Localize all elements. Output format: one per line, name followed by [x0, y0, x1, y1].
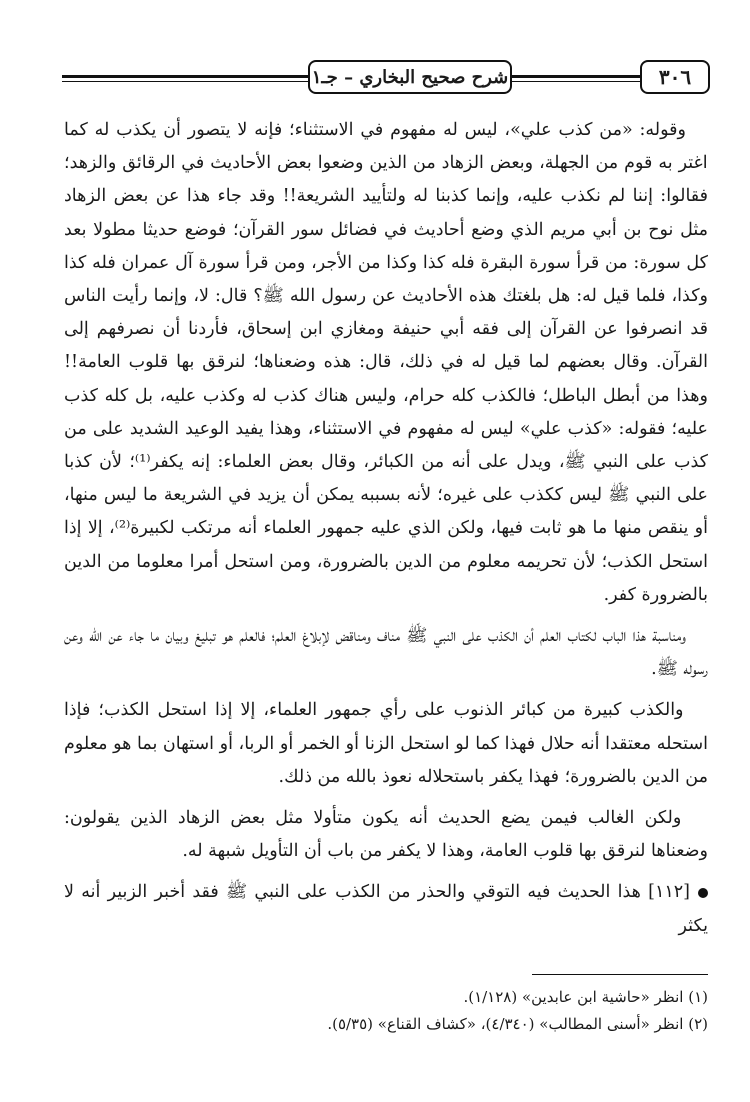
- paragraph-1: [64, 114, 708, 612]
- line: وضعناها لنرقق بها قلوب العامة، وهذا لا يكفر من باب أن التأويل شبهة له.: [182, 841, 708, 862]
- running-title: شرح صحيح البخاري – جـ١: [308, 60, 512, 94]
- header-rule-left: [62, 75, 308, 78]
- page-number: ٣٠٦: [640, 60, 710, 94]
- footnote-separator: [532, 974, 708, 975]
- line: معلوم من الدين بالضرورة، ومن استحل أمرا معلوما من الدين بالضرورة كفر.: [64, 551, 708, 605]
- bullet-icon: [698, 888, 708, 898]
- line: ويدل على أنه من الكبائر، وقال بعض العلماء: إنه يكفر⁽¹⁾؛ لأن كذبا على النبي ﷺ ليس: [64, 452, 709, 506]
- footnote-2: (٢) انظر «أسنى المطالب» (٤/٣٤٠)، «كشاف القناع» (٥/٣٥).: [327, 1015, 708, 1033]
- paragraph-4: [64, 802, 708, 868]
- line: فيها، ولكن الذي عليه جمهور العلماء أنه مرتكب لكبيرة⁽²⁾، إلا إذا استحل الكذب؛ لأن تحريمه: [64, 518, 708, 572]
- line: بعضهم لما قيل له في ذلك، قال: هذه وضعناها؛ لنرقق بها قلوب العامة!! وهذا من أبطل: [64, 352, 708, 406]
- line: والكذب كبيرة من كبائر الذنوب على رأي جمهور العلماء، إلا إذا استحل الكذب؛ فإذا: [64, 700, 684, 721]
- line: «كذب علي» ليس له مفهوم في الاستثناء، وهذا يفيد الوعيد الشديد على من كذب على النبي ﷺ،: [64, 418, 708, 473]
- line: فالعلم هو تبليغ وبيان ما جاء عن الله وعن رسوله ﷺ.: [64, 626, 708, 680]
- header-rule-right-thin: [512, 81, 644, 82]
- line: وقوله: «من كذب علي»، ليس له مفهوم في الاستثناء؛ فإنه لا يتصور أن يكذب له كما اغتر: [64, 120, 708, 174]
- paragraph-3: [64, 694, 708, 794]
- line: انصرفوا عن القرآن إلى فقه أبي حنيفة ومغازي ابن إسحاق، فأردنا أن نصرفهم إلى القرآن. وقال: [64, 319, 709, 373]
- paragraph-2: [64, 620, 708, 686]
- line: فلما قيل له: هل بلغتك هذه الأحاديث عن رسول الله ﷺ؟ قال: لا، وإنما رأيت الناس قد: [64, 286, 708, 340]
- header-rule-left-thin: [62, 81, 308, 82]
- line: به قوم من الجهلة، وبعض الزهاد من الذين وضعوا بعض الأحاديث في الرقائق والزهد؛: [64, 153, 673, 174]
- line: فقالوا: إننا لم نكذب عليه، وإنما كذبنا له ولتأييد الشريعة!! وقد جاء هذا عن بعض الزهاد مثل: [64, 186, 708, 240]
- line: استحله معتقدا أنه حلال فهذا كما لو استحل الزنا أو الخمر أو الربا، أو استهان بما هو معلوم من: [64, 733, 708, 787]
- footnotes: [64, 984, 708, 1038]
- footnote-1: (١) انظر «حاشية ابن عابدين» (١/١٢٨).: [463, 988, 708, 1006]
- page-header: [62, 58, 710, 92]
- line: الدين بالضرورة؛ فهذا يكفر باستحلاله نعوذ بالله من ذلك.: [278, 766, 680, 787]
- hadith-intro: [١١٢] هذا الحديث فيه التوقي والحذر من الكذب على النبي ﷺ فقد أخبر الزبير أنه لا يكثر: [64, 882, 708, 936]
- header-rule-right: [512, 75, 644, 78]
- line: ولكن الغالب فيمن يضع الحديث أنه يكون متأولا مثل بعض الزهاد الذين يقولون:: [64, 808, 682, 829]
- line: نوح بن أبي مريم الذي وضع أحاديث في فضائل سور القرآن؛ فوضع حديثا مطولا بعد كل: [64, 219, 709, 273]
- body-text: [64, 114, 708, 943]
- paragraph-5: [64, 876, 708, 942]
- line: الباطل؛ فالكذب كله حرام، وليس هناك كذب له وكذب عليه، بل كله كذب عليه؛ فقوله:: [64, 385, 708, 439]
- line: سورة: من قرأ سورة البقرة فله كذا وكذا من الأجر، ومن قرأ سورة آل عمران فله كذا وكذا،: [64, 252, 708, 307]
- line: ومناسبة هذا الباب لكتاب العلم أن الكذب على النبي ﷺ مناف ومناقض لإبلاغ العلم؛: [265, 626, 686, 647]
- line: ككذب على غيره؛ لأنه بسببه يمكن أن يزيد في الشريعة ما ليس منها، أو ينقص منها ما هو ثابت: [64, 485, 708, 539]
